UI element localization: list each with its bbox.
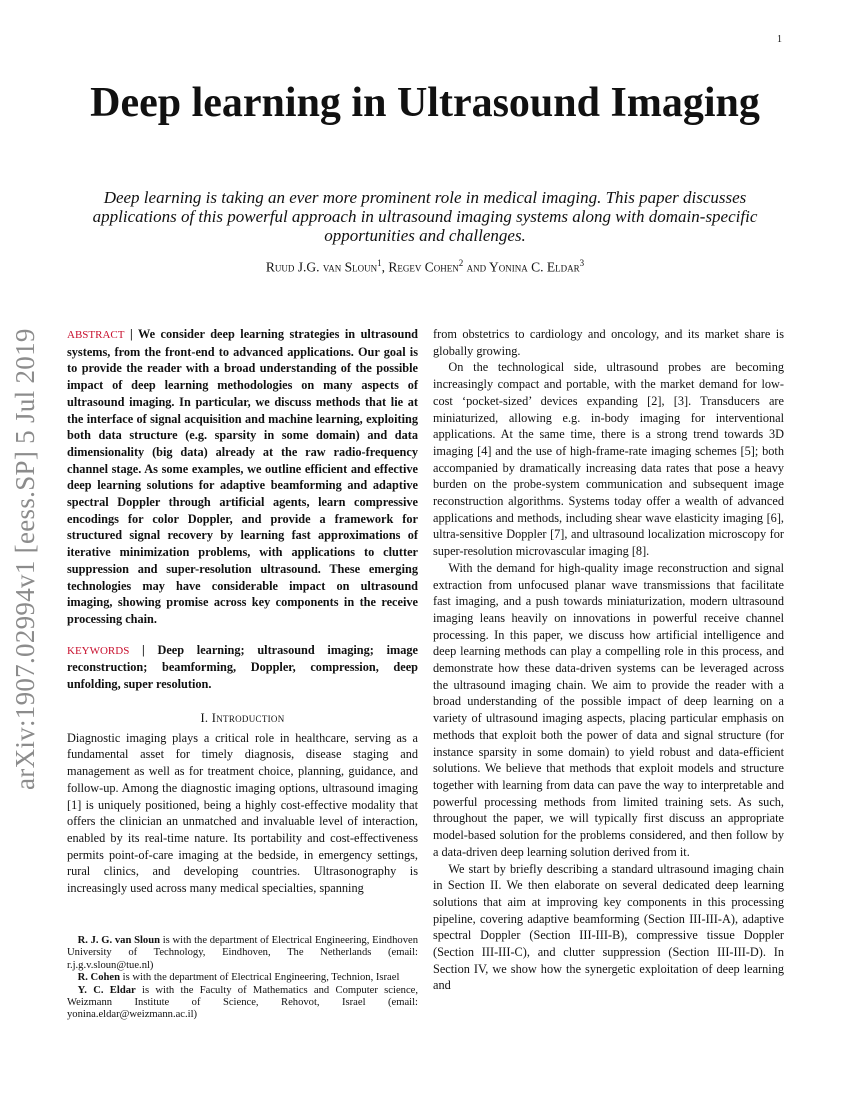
author-separator: and — [463, 259, 489, 275]
footnote-author: R. J. G. van Sloun — [77, 935, 161, 946]
footnote — [67, 972, 418, 984]
keywords — [67, 642, 418, 693]
author-name: Ruud J.G. van Sloun — [265, 259, 378, 275]
keywords-separator: | — [129, 642, 158, 657]
abstract-text: We consider deep learning strategies in ultrasound systems, from the front-end to advanced applications. Our goal is to provide the reader with a broad understanding of the possible impact of deep learning methodologies on many aspects of ultrasound imaging. In particular, we discuss methods that lie at the interface of signal acquisition and machine learning, exploiting both data structure (e.g. sparsity in some domain) and data dimensionality (big data) already at the raw radio-frequency channel stage. As some examples, we outline efficient and effective deep learning solutions for adaptive beamforming and adaptive spectral Doppler through artificial agents, learn compressive encodings for color Doppler, and provide a framework for structured signal recovery by learning fast approximations of iterative minimization problems, with applications to clutter suppression and super-resolution ultrasound. These emerging technologies may have considerable impact on ultrasound imaging, showing promise across key components in the receive processing chain. — [67, 327, 419, 626]
abstract-label: ABSTRACT — [67, 329, 125, 341]
paper-title: Deep learning in Ultrasound Imaging — [90, 80, 760, 126]
left-column — [67, 326, 418, 897]
body-paragraph: from obstetrics to cardiology and oncology, and its market share is globally growing. — [433, 327, 784, 358]
author-affiliation-mark: 1 — [377, 258, 382, 268]
footnote-author: R. Cohen — [77, 972, 120, 984]
page-number: 1 — [777, 34, 782, 45]
abstract-separator: | — [124, 327, 138, 341]
author-separator: , — [381, 259, 389, 275]
author-name: Regev Cohen — [388, 259, 459, 275]
abstract — [67, 326, 418, 628]
footnote-text: is with the department of Electrical Engineering, Eindhoven University of Technology, Eindhoven, The Netherlands (email: r.j.g.v.sloun@tue.nl) — [67, 935, 418, 971]
footnote-text: is with the Faculty of Mathematics and Computer science, Weizmann Institute of Science, Rehovot, Israel (email: yonina.eldar@weizmann.ac.il) — [67, 984, 419, 1021]
intro-paragraph: Diagnostic imaging plays a critical role in healthcare, serving as a fundamental asset for timely diagnosis, disease staging and management as well as for treatment choice, planning, guidance, and follow-up. Among the diagnostic imaging options, ultrasound imaging [1] is uniquely positioned, being a highly cost-effective modality that offers the clinician an unmatched and invaluable level of interaction, enabled by its real-time nature. Its portability and cost-effectiveness permits point-of-care imaging at the bedside, in emergency settings, rural clinics, and developing countries. Ultrasonography is increasingly used across many medical specialties, spanning — [67, 730, 418, 896]
paper-tagline: Deep learning is taking an ever more prominent role in medical imaging. This paper discusses applications of this powerful approach in ultrasound imaging systems along with domain-specific opportunities and challenges. — [92, 188, 758, 245]
body-paragraph: We start by briefly describing a standard ultrasound imaging chain in Section II. We then elaborate on several dedicated deep learning solutions that aim at improving key components in this processing pipeline, covering adaptive beamforming (Section III-III-A), adaptive spectral Doppler (Section III-III-B), compressive tissue Doppler (Section III-III-C), and clutter suppression (Section III-III-D). In Section IV, we show how the synergetic exploitation of deep learning and — [433, 861, 784, 993]
author-affiliation-mark: 2 — [458, 258, 464, 268]
keywords-label: KEYWORDS — [67, 644, 130, 657]
footnote — [67, 985, 418, 1022]
arxiv-identifier-stamp: arXiv:1907.02994v1 [eess.SP] 5 Jul 2019 — [10, 328, 40, 790]
author-affiliation-mark: 3 — [579, 258, 585, 268]
body-paragraph: With the demand for high-quality image reconstruction and signal extraction from unfocused planar wave transmissions that facilitate fast imaging, and a push towards miniaturization, modern ultrasound imaging leans heavily on innovations in powerful receive channel processing. In this paper, we discuss how artificial intelligence and deep learning methods can play a compelling role in this process, and demonstrate how these data-driven systems can be leveraged across the ultrasound imaging chain. We aim to provide the reader with a broad understanding of the possible impact of deep learning on a variety of ultrasound imaging aspects, placing particular emphasis on methods that exploit both the power of data and signal structure (for instance sparsity in some domain) to yield robust and data-efficient solutions. We believe that methods that exploit models and structure together with learning from data can pave the way to interpretable and powerful processing methods from limited training sets. As such, throughout the paper, we will typically first discuss an appropriate model-based solution for the problems considered, and then follow by a data-driven deep learning solution derived from it. — [433, 560, 784, 859]
body-paragraph: On the technological side, ultrasound probes are becoming increasingly compact and portable, with the market demand for low-cost ‘pocket-sized’ devices expanding [2], [3]. Transducers are miniaturized, allowing e.g. in-body imaging for interventional applications. At the same time, there is a strong trend towards 3D imaging [4] and the use of high-frame-rate imaging schemes [5]; both accompanied by dramatically increasing data rates that pose a heavy burden on the probe-system communication and subsequent image reconstruction algorithms. Systems today offer a wealth of advanced applications and methods, including shear wave elasticity imaging [6], ultra-sensitive Doppler [7], and ultrasound localization microscopy for super-resolution microvascular imaging [8]. — [433, 360, 784, 559]
author-footnotes — [67, 935, 418, 1022]
footnote-author: Y. C. Eldar — [77, 984, 136, 996]
author-name: Yonina C. Eldar — [488, 259, 580, 275]
right-column — [433, 326, 784, 994]
author-line — [60, 258, 790, 276]
footnote — [67, 935, 418, 972]
footnote-text: is with the department of Electrical Engineering, Technion, Israel — [119, 972, 400, 984]
section-heading-introduction: I. Introduction — [200, 710, 285, 725]
keywords-text: Deep learning; ultrasound imaging; image reconstruction; beamforming, Doppler, compression, deep unfolding, super resolution. — [67, 642, 419, 692]
